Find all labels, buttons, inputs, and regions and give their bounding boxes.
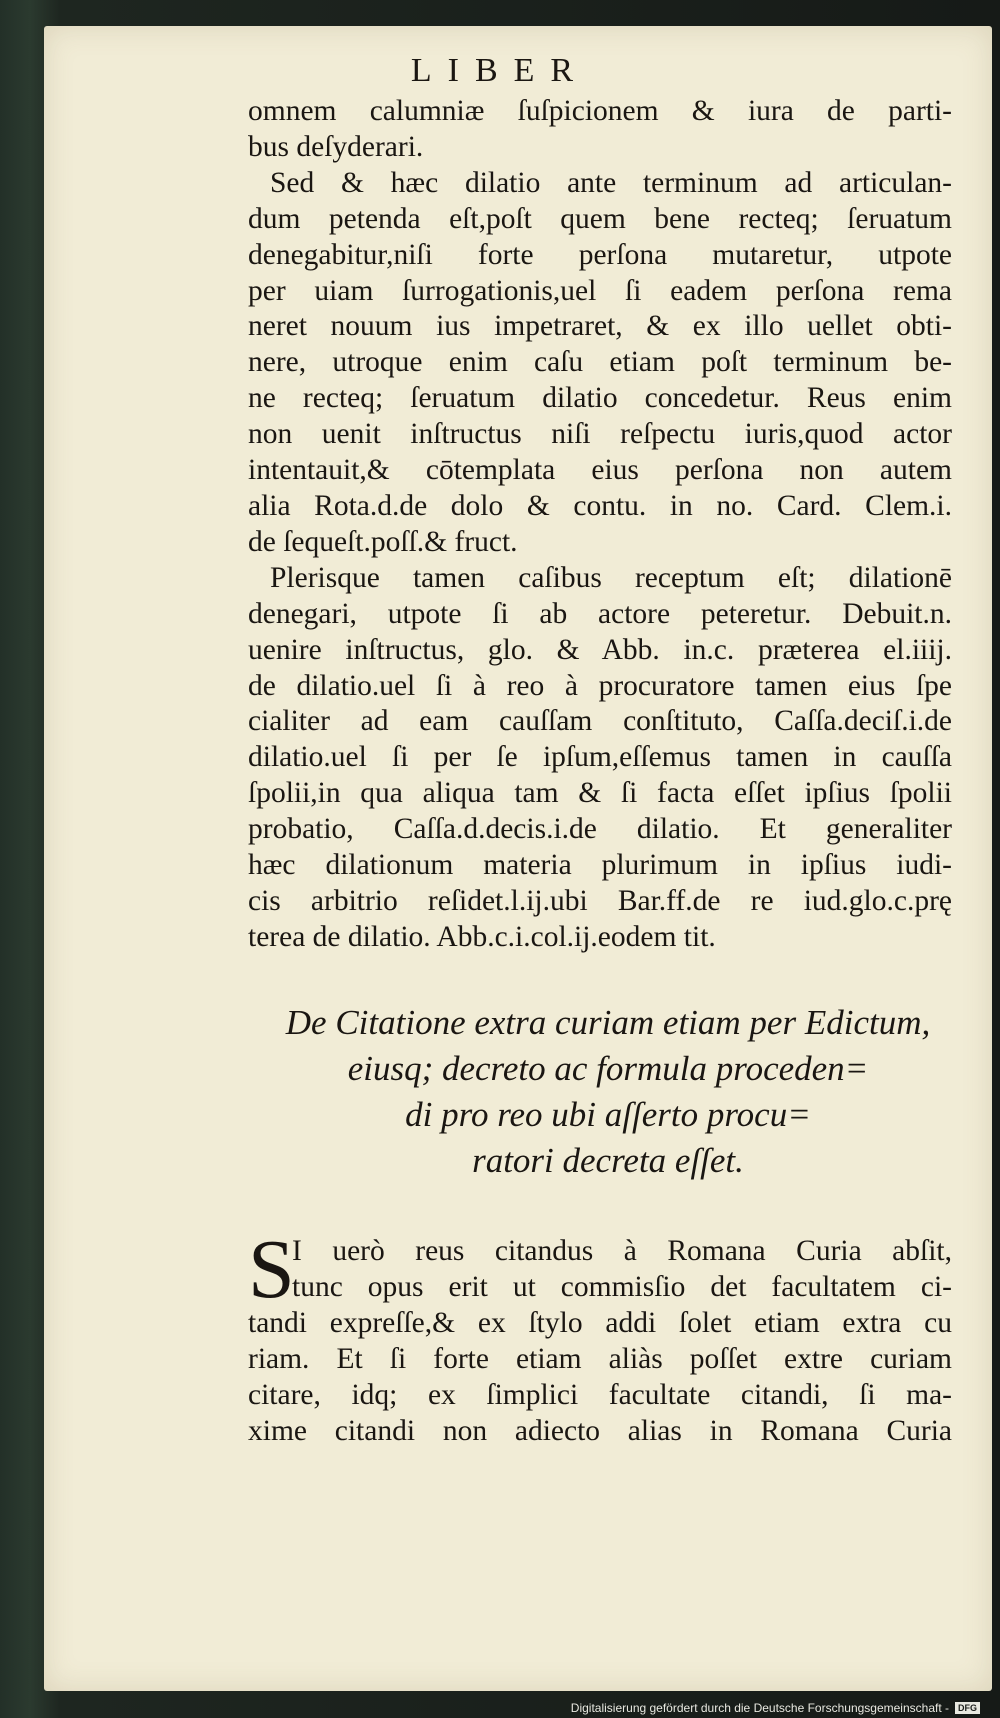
heading-line: di pro reo ubi aſſerto procu= [405, 1095, 811, 1134]
text-line: I uerò reus citandus à Romana Curia abſit, [292, 1235, 952, 1267]
section-heading [258, 1000, 958, 1184]
text-line: dilatio.uel ſi per ſe ipſum,eſſemus tamen in cauſſa [248, 741, 952, 774]
paragraph-citation [248, 1223, 952, 1449]
text-line: ſpolii,in qua aliqua tam & ſi facta eſſet ipſius ſpolii [248, 777, 952, 810]
text-line: denegari, utpote ſi ab actore peteretur. Debuit.n. [248, 597, 952, 630]
dfg-logo-icon: DFG [955, 1702, 980, 1714]
text-line: neret nouum ius impetraret, & ex illo uellet obti- [248, 310, 952, 343]
text-line: Plerisque tamen caſibus receptum eſt; dilationē [270, 561, 952, 594]
text-line: uenire inſtructus, glo. & Abb. in.c. præterea el.iiij. [248, 633, 952, 666]
text-line: probatio, Caſſa.d.decis.i.de dilatio. Et generaliter [248, 813, 952, 846]
text-line: riam. Et ſi forte etiam aliàs poſſet extre curiam [248, 1342, 952, 1375]
text-line: nere, utroque enim caſu etiam poſt terminum be- [248, 346, 952, 379]
text-line: de ſequeſt.poſſ.& fruct. [248, 525, 518, 558]
footer-text: Digitalisierung gefördert durch die Deutsche Forschungsgemeinschaft - [570, 1701, 949, 1715]
text-line: per uiam ſurrogationis,uel ſi eadem perſona rema [248, 274, 952, 307]
running-head: LIBER [410, 52, 590, 89]
heading-line: ratori decreta eſſet. [472, 1141, 744, 1180]
digitization-footer [571, 1701, 980, 1715]
body-text [248, 94, 952, 956]
text-line: ne recteq; ſeruatum dilatio concedetur. Reus enim [248, 382, 952, 415]
text-line: citare, idq; ex ſimplici facultate citandi, ſi ma- [248, 1378, 952, 1411]
text-line: tunc opus erit ut commisſio det facultatem ci- [292, 1270, 952, 1303]
text-line: cis arbitrio reſidet.l.ij.ubi Bar.ff.de re iud.glo.c.prę [248, 884, 952, 917]
text-line: denegabitur,niſi forte perſona mutaretur, utpote [248, 238, 952, 271]
text-line: xime citandi non adiecto alias in Romana Curia [248, 1414, 952, 1447]
text-line: omnem calumniæ ſuſpicionem & iura de parti- [248, 95, 952, 127]
text-line: intentauit,& cōtemplata eius perſona non autem [248, 454, 952, 487]
text-line: terea de dilatio. Abb.c.i.col.ij.eodem tit. [248, 920, 716, 953]
text-line: Sed & hæc dilatio ante terminum ad articulan- [270, 166, 952, 199]
text-line: dum petenda eſt,poſt quem bene recteq; ſeruatum [248, 202, 952, 235]
drop-cap: S [248, 1223, 295, 1316]
text-line: alia Rota.d.de dolo & contu. in no. Card. Clem.i. [248, 489, 952, 522]
text-line: de dilatio.uel ſi à reo à procuratore tamen eius ſpe [248, 669, 952, 702]
text-line: hæc dilationum materia plurimum in ipſius iudi- [248, 849, 952, 882]
text-line: bus deſyderari. [248, 130, 424, 163]
text-line: non uenit inſtructus niſi reſpectu iuris,quod actor [248, 418, 952, 451]
heading-line: eiusq; decreto ac formula proceden= [347, 1049, 869, 1088]
heading-line: De Citatione extra curiam etiam per Edictum, [285, 1003, 931, 1042]
text-line: cialiter ad eam cauſſam conſtituto, Caſſa.deciſ.i.de [248, 705, 952, 738]
text-line: tandi expreſſe,& ex ſtylo addi ſolet etiam extra cu [248, 1306, 952, 1339]
